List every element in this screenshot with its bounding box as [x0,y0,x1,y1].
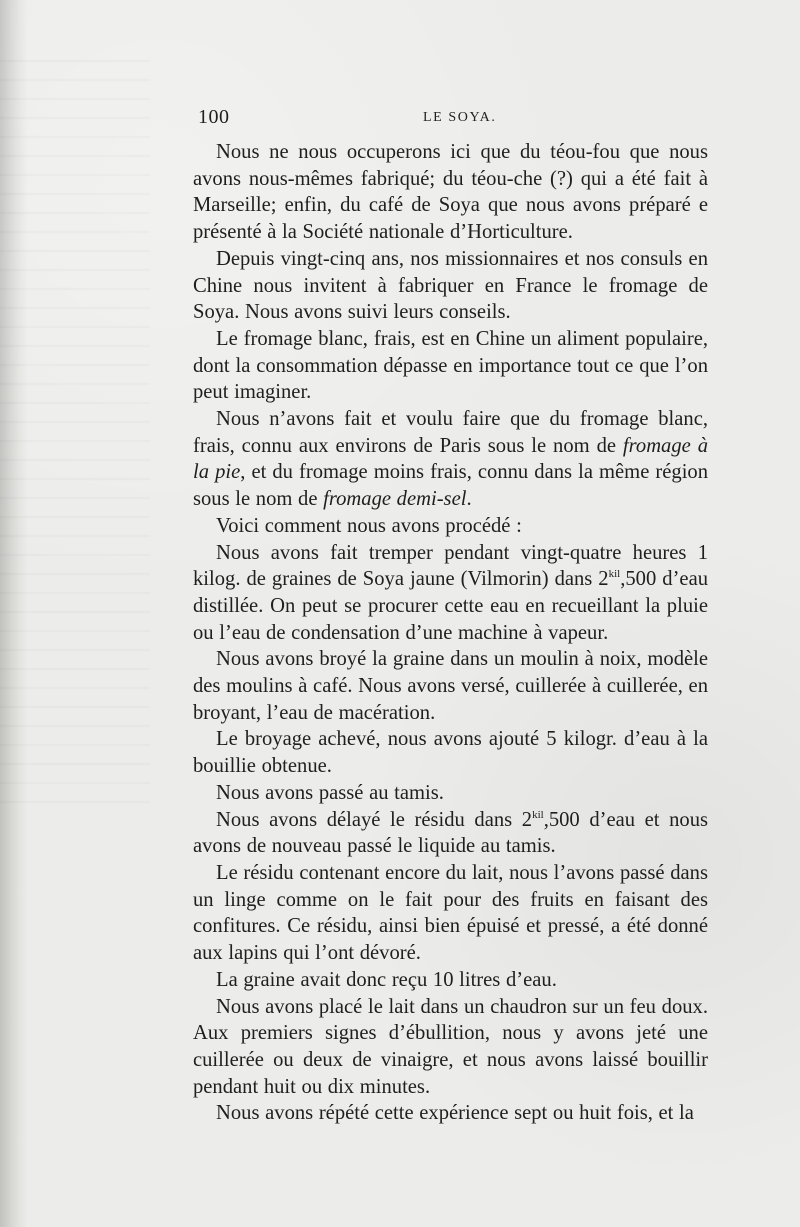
paragraph-4 [193,406,708,513]
paragraph-9: Nous avons passé au tamis. [216,781,444,804]
paragraph-6-part-1: Nous avons fait tremper pendant vingt-quatre heures 1 kilog. de graines de Soya jaune (Vilmorin) dans 2 [193,541,708,591]
paragraph-7: Nous avons broyé la graine dans un moulin à noix, modèle des moulins à café. Nous avons versé, cuillerée à cuillerée, en broyant, l’eau de macération. [193,648,708,724]
paragraph-10-part-1: Nous avons délayé le résidu dans 2 [216,808,533,831]
kil-superscript: kil [532,808,544,821]
paragraph-12: La graine avait donc reçu 10 litres d’eau. [216,968,557,991]
paragraph-6-part-2: ,500 d’eau distillée. On peut se procurer cette eau en recueillant la pluie ou l’eau de condensation d’une machine à vapeur. [193,568,709,644]
main-text [193,139,708,1127]
paragraph-13: Nous avons placé le lait dans un chaudron sur un feu doux. Aux premiers signes d’ébullition, nous y avons jeté une cuillerée ou deux de vinaigre, et nous avons laissé bouillir pendant huit ou dix minutes. [193,995,708,1098]
page-number: 100 [198,106,230,128]
paragraph-4-part-3: . [466,488,472,511]
paragraph-1: Nous ne nous occuperons ici que du téou-fou que nous avons nous-mêmes fabriqué; du téou-che (?) qui a été fait à Marseille; enfin, du café de Soya que nous avons préparé e présenté à la Société nationale d’Horticulture. [193,141,708,244]
paragraph-11: Le résidu contenant encore du lait, nous l’avons passé dans un linge comme on le fait pour des fruits en faisant des confitures. Ce résidu, ainsi bien épuisé et pressé, a été donné aux lapins qui l’ont dévoré. [193,861,708,965]
paragraph-14: Nous avons répété cette expérience sept ou huit fois, et la [216,1102,694,1125]
fromage-demi-sel-term: fromage demi-sel [323,488,467,511]
kil-superscript: kil [608,568,621,581]
paragraph-4-part-2: , et du fromage moins frais, connu dans la même région sous le nom de [193,461,709,511]
paragraph-3: Le fromage blanc, frais, est en Chine un aliment populaire, dont la consommation dépasse en importance tout ce que l’on peut imaginer. [193,327,708,404]
running-head: LE SOYA. [423,110,497,125]
paragraph-10-part-2: ,500 d’eau et nous avons de nouveau passé le liquide au tamis. [193,808,709,858]
fromage-a-la-pie-term: fromage à la pie [193,434,708,484]
paragraph-5: Voici comment nous avons procédé : [216,514,522,537]
paragraph-2: Depuis vingt-cinq ans, nos missionnaires et nos consuls en Chine nous invitent à fabriquer en France le fromage de Soya. Nous avons suivi leurs conseils. [193,247,708,324]
paragraph-4-part-1: Nous n’avons fait et voulu faire que du fromage blanc, frais, connu aux environs de Paris sous le nom de [193,408,708,457]
paragraph-6 [193,540,708,647]
paragraph-8: Le broyage achevé, nous avons ajouté 5 kilogr. d’eau à la bouillie obtenue. [193,728,708,778]
page-header [198,106,708,132]
bleed-through-text [0,60,150,820]
paragraph-10 [193,807,708,860]
